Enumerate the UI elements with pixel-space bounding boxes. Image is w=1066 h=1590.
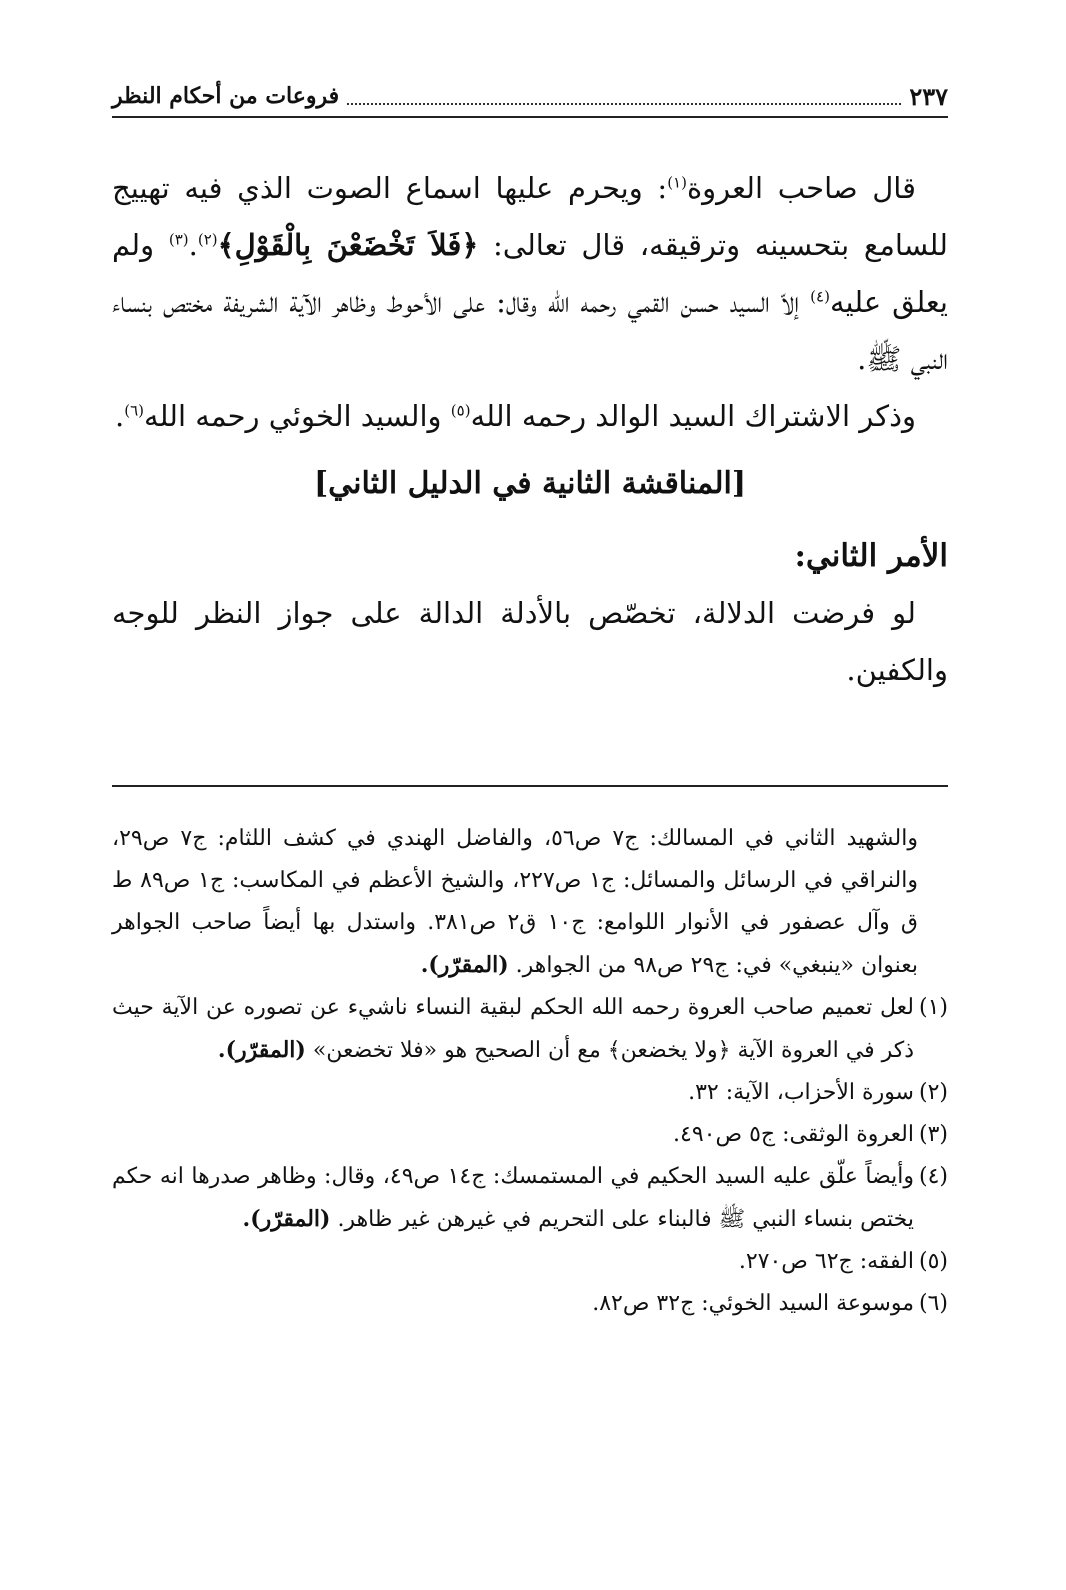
footnote-number: (٥) [918,1249,948,1274]
footnote-number: (١) [918,995,948,1020]
header-dot-leader [347,87,901,105]
footnote-ref-1: (١) [667,173,687,192]
main-text [112,160,948,699]
text-span: والشهيد الثاني في المسالك: ج٧ ص٥٦، والفاضل الهندي في كشف اللثام: ج٧ ص٢٩، والنراقي في الرسائل والمسائل: ج١ ص٢٢٧، والشيخ الأعظم في المكاسب: ج١ ص٨٩ ط ق وآل عصفور في الأنوار اللوامع: ج١٠ ق٢ ص٣٨١. واستدل بها أيضاً صاحب الجواهر بعنوان «ينبغي» في: ج٢٩ ص٩٨ من الجواهر. [112,826,918,978]
editor-tag: (المقرّر). [242,1206,331,1232]
section-heading: [المناقشة الثانية في الدليل الثاني] [313,466,747,501]
footnote-separator [112,785,948,787]
running-title: فروعات من أحكام النظر [112,83,340,109]
footnote-number: (٣) [918,1122,948,1147]
paragraph-participation [112,388,948,445]
footnote-1 [112,987,948,1072]
subheading-second-matter: الأمر الثاني: [794,538,948,574]
text-span: : ويحرم عليها اسماع الصوت الذي فيه تهييج للسامع بتحسينه وترقيقه، قال تعالى: [112,171,948,262]
footnote-ref-6: (٦) [124,401,145,420]
footnote-3 [112,1114,948,1156]
editor-tag: (المقرّر). [217,1037,306,1063]
footnote-5 [112,1241,948,1283]
footnote-2 [112,1072,948,1114]
running-header [112,76,948,118]
text-span: ولم يعلق عليه [112,228,948,319]
footnote-text: لعل تعميم صاحب العروة رحمه الله الحكم لبقية النساء ناشيء عن تصوره عن الآية حيث ذكر في العروة الآية ﴿ولا يخضعن﴾ مع أن الصحيح هو «فلا تخضعن» [112,995,914,1063]
footnote-ref-2: (٢) [197,230,218,249]
text-span: إلاّ السيد حسن القمي رحمه الله وقال: على الأحوط وظاهر الآية الشريفة مختص بنساء النبي ﷺ. [112,285,948,376]
footnote-text: موسوعة السيد الخوئي: ج٣٢ ص٨٢. [592,1291,914,1316]
text-span: قال صاحب العروة [686,171,916,205]
text-span: وذكر الاشتراك السيد الوالد رحمه الله [470,399,916,433]
text-span: والسيد الخوئي رحمه الله [144,399,451,433]
text-span: . [115,399,125,433]
quran-verse: ﴿فَلاَ تَخْضَعْنَ بِالْقَوْلِ﴾ [217,228,479,262]
paragraph-specification: لو فرضت الدلالة، تخصّص بالأدلة الدالة على جواز النظر للوجه والكفين. [112,596,948,687]
paragraph-urwa-quote: قال صاحب العروة$^{(١)}$: ويحرم عليها اسماع الصوت الذي فيه تهييج للسامع بتحسينه وترقيقه، قال تعالى: ﴿فَلاَ تَخْضَعْنَ بِالْقَوْلِ﴾$^{(٢)}$.$^{(٣)}$ ولم يعلق عليه$^{(٤)}$ إلاّ السيد حسن القمي رحمه الله وقال: على الأحوط وظاهر الآية الشريفة مختص بنساء النبي ﷺ. [112,171,948,376]
footnote-text: الفقه: ج٦٢ ص٢٧٠. [738,1249,914,1274]
footnote-number: (٢) [918,1080,948,1105]
footnote-number: (٦) [918,1291,948,1316]
page-number: ٢٣٧ [909,81,948,111]
footnote-number: (٤) [919,1164,949,1189]
footnote-4 [112,1156,948,1241]
footnote-ref-5: (٥) [450,401,471,420]
footnote-continuation [112,818,948,987]
footnote-6 [112,1283,948,1325]
footnote-ref-4: (٤) [810,287,830,306]
footnote-ref-3: (٣) [168,230,189,249]
footnote-text: وأيضاً علّق عليه السيد الحكيم في المستمسك: ج١٤ ص٤٩، وقال: وظاهر صدرها انه حكم يختص بنساء النبي ﷺ فالبناء على التحريم في غيرهن غير ظاهر. [112,1164,915,1232]
footnote-text: سورة الأحزاب، الآية: ٣٢. [688,1080,914,1105]
editor-tag: (المقرّر). [420,952,509,978]
footnotes [112,818,948,1325]
footnote-text: العروة الوثقى: ج٥ ص٤٩٠. [673,1122,914,1147]
